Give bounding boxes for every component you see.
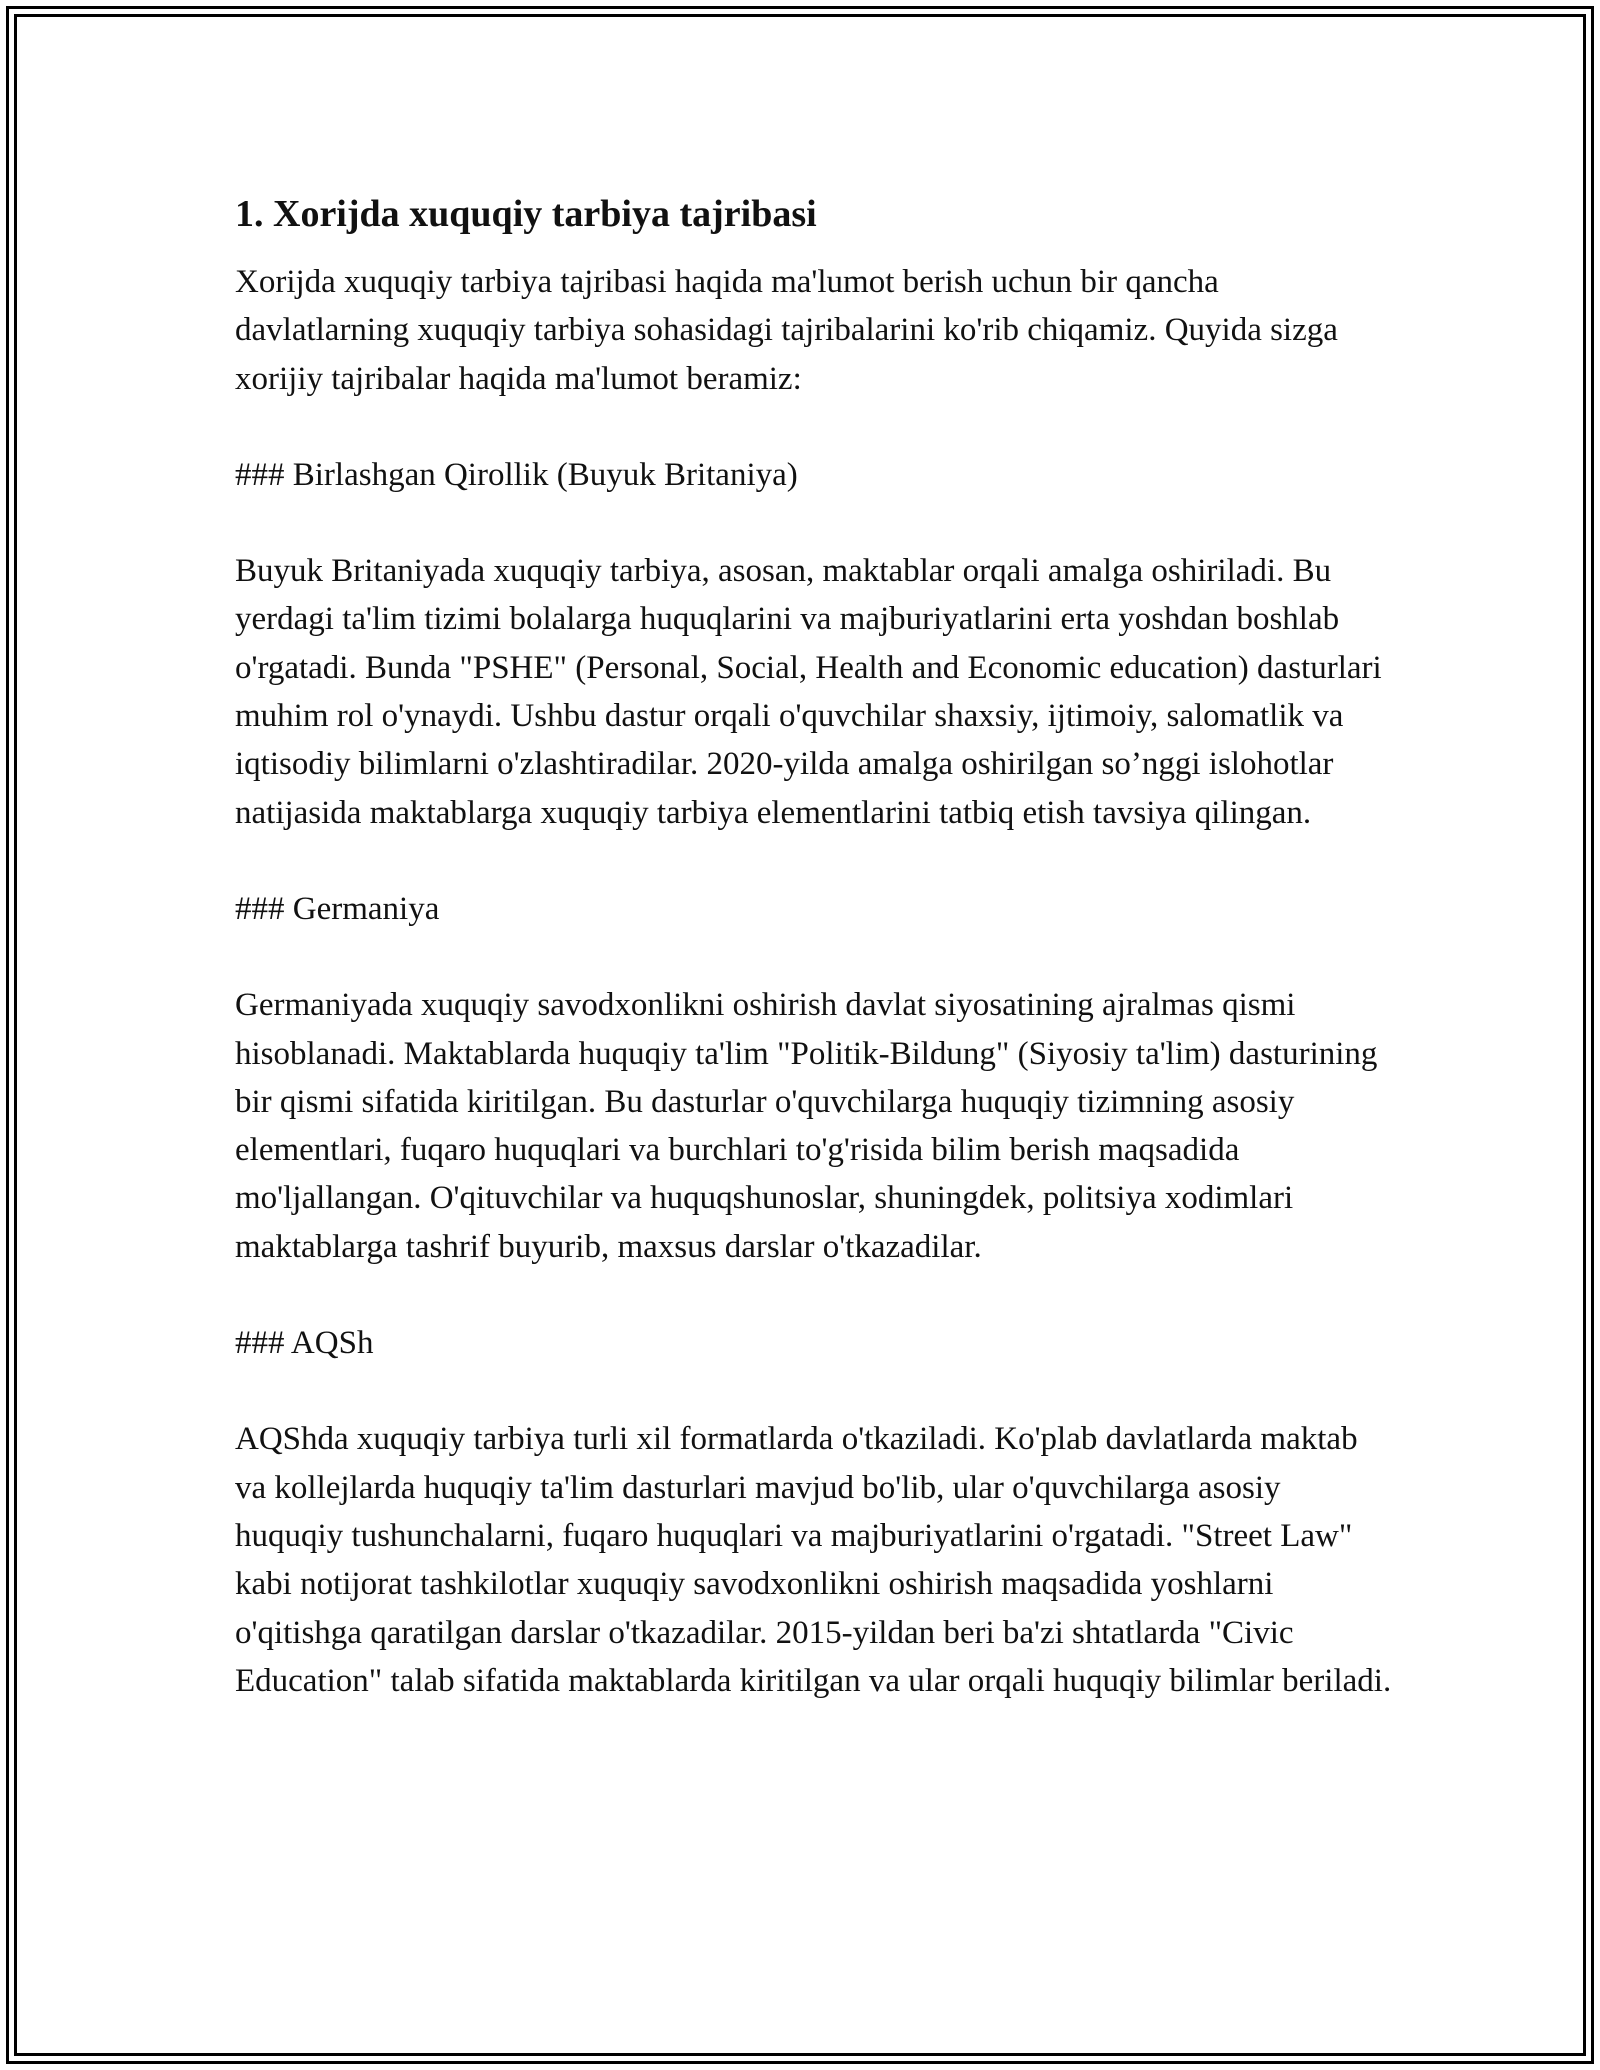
document-body [235,188,1395,1705]
section-body-usa: AQShda xuquqiy tarbiya turli xil formatlarda o'tkaziladi. Ko'plab davlatlarda maktab va kollejlarda huquqiy ta'lim dasturlari mavjud bo'lib, ular o'quvchilarga asosiy huquqiy tushunchalarni, fuqaro huquqlari va majburiyatlarini o'rgatadi. "Street Law" kabi notijorat tashkilotlar xuquqiy savodxonlikni oshirish maqsadida yoshlarni o'qitishga qaratilgan darslar o'tkazadilar. 2015-yildan beri ba'zi shtatlarda "Civic Education" talab sifatida maktablarda kiritilgan va ular orqali huquqiy bilimlar beriladi. [235,1421,1392,1699]
document-title: 1. Xorijda xuquqiy tarbiya tajribasi [235,193,817,235]
section-heading-uk: ### Birlashgan Qirollik (Buyuk Britaniya) [235,456,798,493]
section-heading-usa: ### AQSh [235,1325,374,1362]
section-heading-germany: ### Germaniya [235,890,440,927]
section-body-germany: Germaniyada xuquqiy savodxonlikni oshirish davlat siyosatining ajralmas qismi hisoblanadi. Maktablarda huquqiy ta'lim "Politik-Bildung" (Siyosiy ta'lim) dasturining bir qismi sifatida kiritilgan. Bu dasturlar o'quvchilarga huquqiy tizimning asosiy elementlari, fuqaro huquqlari va burchlari to'g'risida bilim berish maqsadida mo'ljallangan. O'qituvchilar va huquqshunoslar, shuningdek, politsiya xodimlari maktablarga tashrif buyurib, maxsus darslar o'tkazadilar. [235,987,1378,1265]
intro-paragraph: Xorijda xuquqiy tarbiya tajribasi haqida ma'lumot berish uchun bir qancha davlatlarning xuquqiy tarbiya sohasidagi tajribalarini ko'rib chiqamiz. Quyida sizga xorijiy tajribalar haqida ma'lumot beramiz: [235,264,1338,397]
section-body-uk: Buyuk Britaniyada xuquqiy tarbiya, asosan, maktablar orqali amalga oshiriladi. Bu yerdagi ta'lim tizimi bolalarga huquqlarini va majburiyatlarini erta yoshdan boshlab o'rgatadi. Bunda "PSHE" (Personal, Social, Health and Economic education) dasturlari muhim rol o'ynaydi. Ushbu dastur orqali o'quvchilar shaxsiy, ijtimoiy, salomatlik va iqtisodiy bilimlarni o'zlashtiradilar. 2020-yilda amalga oshirilgan so’nggi islohotlar natijasida maktablarga xuquqiy tarbiya elementlarini tatbiq etish tavsiya qilingan. [235,553,1382,831]
